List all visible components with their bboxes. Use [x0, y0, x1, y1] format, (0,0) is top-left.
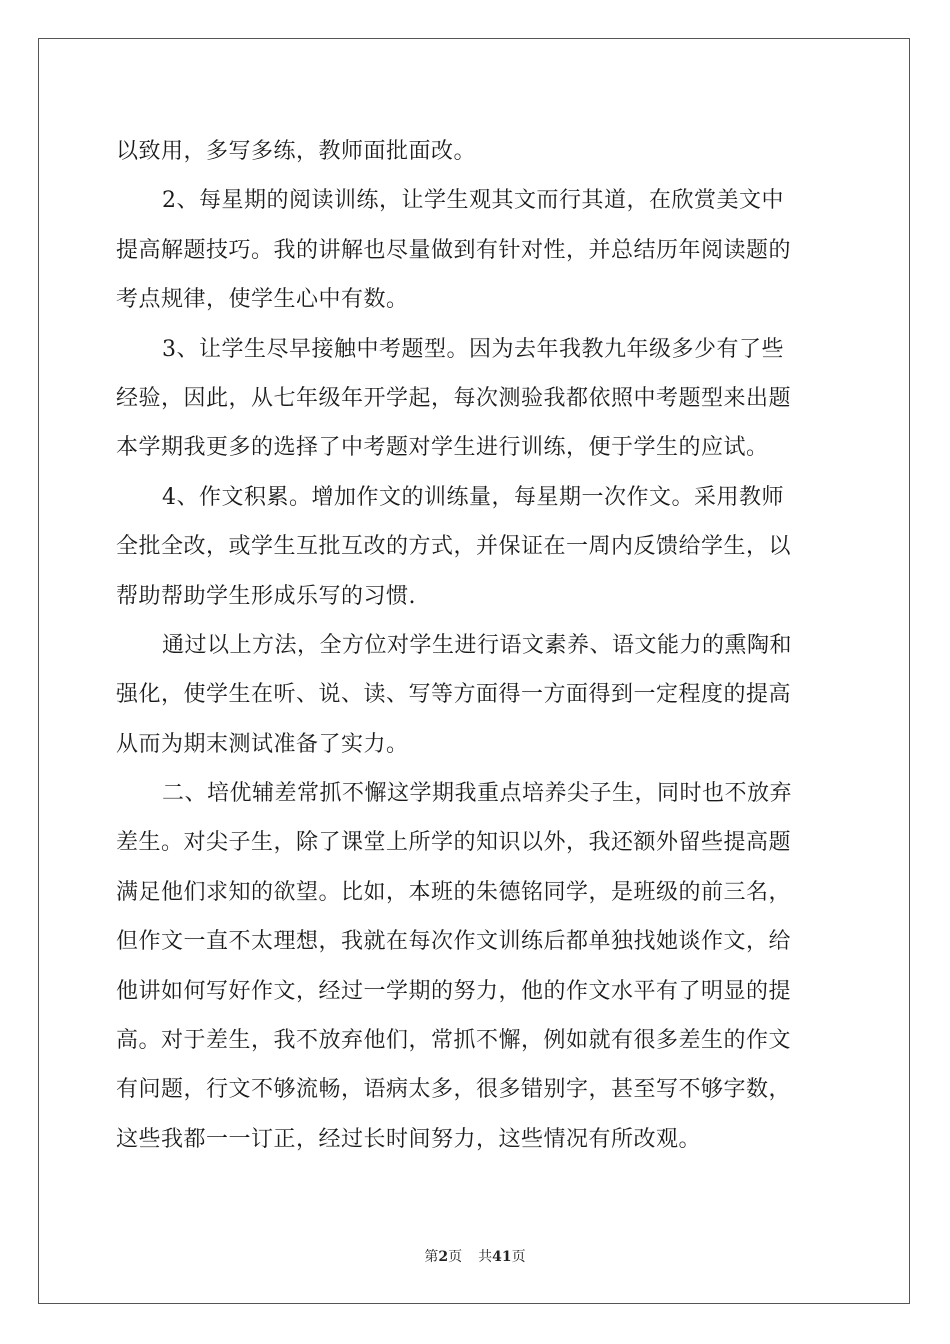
text-line-6: 经验，因此，从七年级年开学起，每次测验我都依照中考题型来出题 — [116, 385, 792, 411]
text-line-14: 二、培优辅差常抓不懈这学期我重点培养尖子生，同时也不放弃 — [162, 781, 793, 807]
text-line-10: 帮助帮助学生形成乐写的习惯. — [116, 583, 416, 609]
text-line-1: 以致用，多写多练，教师面批面改。 — [116, 139, 477, 164]
text-line-21: 这些我都一一订正，经过长时间努力，这些情况有所改观。 — [116, 1126, 702, 1152]
text-line-19: 高。对于差生，我不放弃他们，常抓不懈，例如就有很多差生的作文 — [116, 1028, 792, 1054]
text-line-11: 通过以上方法，全方位对学生进行语文素养、语文能力的熏陶和 — [162, 632, 793, 658]
text-line-8: 4、作文积累。增加作文的训练量，每星期一次作文。采用教师 — [162, 484, 784, 510]
text-line-2: 2、每星期的阅读训练，让学生观其文而行其道，在欣赏美文中 — [162, 188, 784, 214]
text-line-15: 差生。对尖子生，除了课堂上所学的知识以外，我还额外留些提高题 — [116, 830, 792, 856]
page-footer — [0, 1246, 950, 1266]
page-prefix: 第 — [424, 1249, 439, 1265]
text-line-17: 但作文一直不太理想，我就在每次作文训练后都单独找她谈作文，给 — [116, 929, 792, 955]
total-pages: 41 — [492, 1249, 512, 1265]
document-body — [116, 127, 836, 1164]
text-line-9: 全批全改，或学生互批互改的方式，并保证在一周内反馈给学生，以 — [116, 534, 792, 560]
text-line-4: 考点规律，使学生心中有数。 — [116, 287, 409, 313]
text-line-13: 从而为期末测试准备了实力。 — [116, 731, 409, 757]
text-line-20: 有问题，行文不够流畅，语病太多，很多错别字，甚至写不够字数， — [116, 1077, 792, 1103]
total-prefix: 共 — [478, 1249, 493, 1265]
text-line-3: 提高解题技巧。我的讲解也尽量做到有针对性，并总结历年阅读题的 — [116, 237, 792, 263]
page-number: 2 — [438, 1249, 449, 1265]
page-suffix: 页 — [448, 1249, 463, 1265]
text-line-7: 本学期我更多的选择了中考题对学生进行训练，便于学生的应试。 — [116, 435, 769, 461]
total-suffix: 页 — [511, 1249, 526, 1265]
text-line-5: 3、让学生尽早接触中考题型。因为去年我教九年级多少有了些 — [162, 336, 784, 362]
text-line-18: 他讲如何写好作文，经过一学期的努力，他的作文水平有了明显的提 — [116, 978, 792, 1004]
text-line-12: 强化，使学生在听、说、读、写等方面得一方面得到一定程度的提高 — [116, 682, 792, 708]
text-line-16: 满足他们求知的欲望。比如，本班的朱德铭同学，是班级的前三名， — [116, 879, 792, 905]
